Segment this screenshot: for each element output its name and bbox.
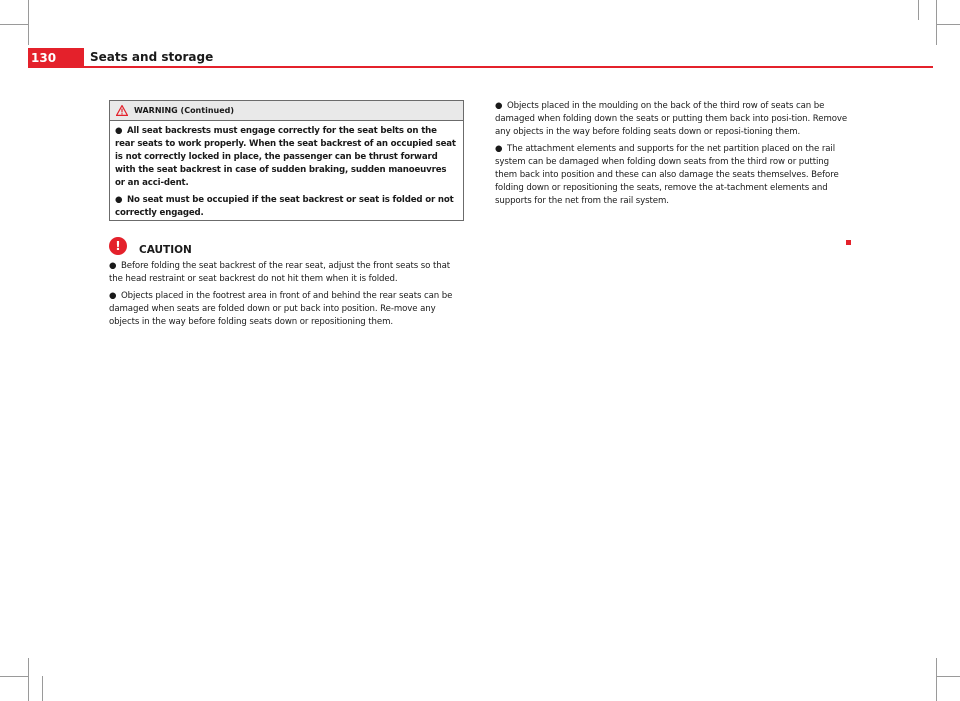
right-column-text [495, 100, 850, 212]
warning-body [110, 121, 463, 220]
caution-item: ● Before folding the seat backrest of the rear seat, adjust the front seats so that the head restraint or seat backrest do not hit them when it is folded. [109, 261, 451, 284]
section-end-marker [846, 240, 851, 245]
bullet: ● [115, 195, 123, 205]
warning-item: ● No seat must be occupied if the seat backrest or seat is folded or not correctly engaged. [115, 195, 454, 218]
crop-mark [28, 658, 29, 701]
caution-text [109, 260, 464, 333]
caution-icon: ! [109, 237, 127, 255]
warning-title: WARNING (Continued) [134, 106, 235, 115]
caution-title: CAUTION [139, 244, 192, 256]
crop-mark [42, 676, 43, 701]
crop-mark [936, 658, 937, 701]
crop-mark [0, 676, 28, 677]
crop-mark [28, 0, 29, 45]
warning-item: ● All seat backrests must engage correctly for the seat belts on the rear seats to work properly. When the seat backrest of an occupied seat is not correctly locked in place, the passenger can be thrust forward with the seat backrest in case of sudden braking, sudden manoeuvres or an acci-dent. [115, 126, 456, 188]
bullet: ● [115, 126, 123, 136]
warning-header [110, 101, 463, 121]
warning-triangle-icon [116, 105, 128, 116]
crop-mark [936, 0, 937, 45]
right-item: ● The attachment elements and supports for the net partition placed on the rail system can be damaged when folding down seats from the third row or putting them back into position and these can also damage the seats themselves. Before folding down or repositioning the seats, remove the at-tachment elements and supports for the net from the rail system. [495, 144, 839, 206]
page-number: 130 [28, 48, 84, 68]
right-item: ● Objects placed in the moulding on the back of the third row of seats can be damaged when folding down the seats or putting them back into posi-tion. Remove any objects in the way before folding seats down or reposi-tioning them. [495, 101, 848, 137]
section-title: Seats and storage [90, 50, 214, 64]
caution-item: ● Objects placed in the footrest area in front of and behind the rear seats can be damaged when seats are folded down or put back into position. Re-move any objects in the way before folding seats down or repositioning them. [109, 291, 453, 327]
crop-mark [918, 0, 919, 20]
warning-box [109, 100, 464, 221]
crop-mark [0, 24, 28, 25]
crop-mark [936, 24, 960, 25]
crop-mark [936, 676, 960, 677]
header-rule [28, 66, 933, 68]
caution-heading [109, 236, 192, 256]
